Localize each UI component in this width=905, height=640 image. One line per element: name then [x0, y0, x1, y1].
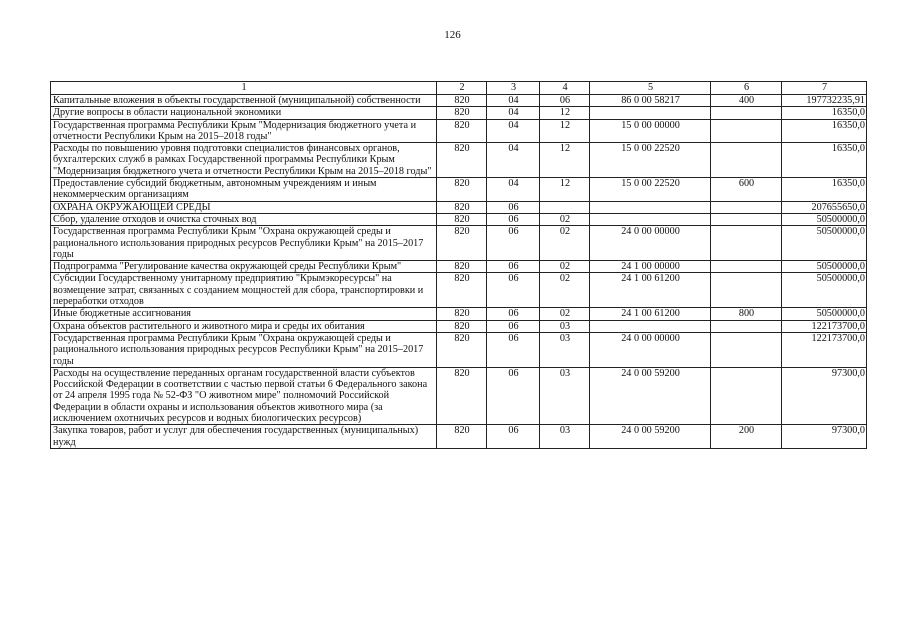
- row-grbs: 820: [437, 261, 487, 273]
- row-section: 06: [487, 213, 540, 225]
- table-row: [51, 143, 867, 178]
- row-grbs: 820: [437, 425, 487, 449]
- page-number: 126: [444, 29, 461, 41]
- table-row: [51, 201, 867, 213]
- row-subsection: 03: [540, 425, 590, 449]
- table-row: [51, 95, 867, 107]
- row-subsection: 02: [540, 261, 590, 273]
- row-target-article: 24 1 00 61200: [590, 308, 711, 320]
- row-amount: 16350,0: [782, 119, 867, 143]
- row-grbs: 820: [437, 332, 487, 367]
- row-section: 06: [487, 273, 540, 308]
- row-amount: 122173700,0: [782, 320, 867, 332]
- row-name: Субсидии Государственному унитарному предприятию "Крымэкоресурсы" на возмещение затрат, связанных с созданием мощностей для сбора, транспортировки и переработки отходов: [51, 273, 437, 308]
- row-target-article: 15 0 00 00000: [590, 119, 711, 143]
- row-section: 06: [487, 226, 540, 261]
- row-name: Другие вопросы в области национальной экономики: [51, 107, 437, 119]
- row-subsection: 06: [540, 95, 590, 107]
- row-section: 04: [487, 95, 540, 107]
- row-section: 06: [487, 261, 540, 273]
- row-expense-type: [711, 119, 782, 143]
- column-header: 3: [487, 82, 540, 95]
- column-header: 6: [711, 82, 782, 95]
- row-amount: 97300,0: [782, 425, 867, 449]
- row-subsection: 02: [540, 213, 590, 225]
- column-header: 2: [437, 82, 487, 95]
- table-row: [51, 308, 867, 320]
- row-expense-type: [711, 143, 782, 178]
- row-expense-type: [711, 332, 782, 367]
- row-grbs: 820: [437, 213, 487, 225]
- row-amount: 122173700,0: [782, 332, 867, 367]
- row-section: 06: [487, 425, 540, 449]
- row-section: 04: [487, 119, 540, 143]
- row-expense-type: [711, 213, 782, 225]
- row-amount: 16350,0: [782, 178, 867, 202]
- row-name: Иные бюджетные ассигнования: [51, 308, 437, 320]
- row-name: Подпрограмма "Регулирование качества окружающей среды Республики Крым": [51, 261, 437, 273]
- table-header-row: [51, 82, 867, 95]
- table-row: [51, 320, 867, 332]
- row-grbs: 820: [437, 95, 487, 107]
- row-grbs: 820: [437, 119, 487, 143]
- row-target-article: 15 0 00 22520: [590, 143, 711, 178]
- row-target-article: [590, 213, 711, 225]
- row-target-article: 86 0 00 58217: [590, 95, 711, 107]
- row-name: Предоставление субсидий бюджетным, автономным учреждениям и иным некоммерческим организациям: [51, 178, 437, 202]
- row-grbs: 820: [437, 143, 487, 178]
- row-section: 06: [487, 201, 540, 213]
- column-header: 1: [51, 82, 437, 95]
- row-grbs: 820: [437, 367, 487, 424]
- row-name: Капитальные вложения в объекты государственной (муниципальной) собственности: [51, 95, 437, 107]
- row-section: 06: [487, 332, 540, 367]
- row-expense-type: [711, 273, 782, 308]
- row-name: Государственная программа Республики Крым "Охрана окружающей среды и рационального использования природных ресурсов Республики Крым" на 2015–2017 годы: [51, 226, 437, 261]
- row-amount: 50500000,0: [782, 261, 867, 273]
- row-target-article: 15 0 00 22520: [590, 178, 711, 202]
- row-subsection: 03: [540, 332, 590, 367]
- row-grbs: 820: [437, 308, 487, 320]
- row-amount: 207655650,0: [782, 201, 867, 213]
- row-subsection: [540, 201, 590, 213]
- row-expense-type: [711, 226, 782, 261]
- table-row: [51, 107, 867, 119]
- row-grbs: 820: [437, 320, 487, 332]
- row-name: Государственная программа Республики Крым "Охрана окружающей среды и рационального использования природных ресурсов Республики Крым" на 2015–2017 годы: [51, 332, 437, 367]
- row-target-article: 24 1 00 00000: [590, 261, 711, 273]
- row-expense-type: [711, 201, 782, 213]
- row-name: Расходы на осуществление переданных органам государственной власти субъектов Российской Федерации в соответствии с частью первой статьи 6 Федерального закона от 24 апреля 1995 года № 52-ФЗ "О животном мире" полномочий Российской Федерации в области охраны и использования объектов животного мира (за исключением охотничьих ресурсов и водных биологических ресурсов): [51, 367, 437, 424]
- row-target-article: [590, 320, 711, 332]
- table-row: [51, 213, 867, 225]
- table-row: [51, 261, 867, 273]
- budget-table: [50, 81, 867, 449]
- row-section: 06: [487, 320, 540, 332]
- row-target-article: 24 0 00 00000: [590, 332, 711, 367]
- table-row: [51, 226, 867, 261]
- row-expense-type: [711, 261, 782, 273]
- row-amount: 50500000,0: [782, 226, 867, 261]
- row-target-article: [590, 201, 711, 213]
- row-amount: 97300,0: [782, 367, 867, 424]
- row-target-article: 24 0 00 59200: [590, 425, 711, 449]
- row-target-article: 24 0 00 59200: [590, 367, 711, 424]
- row-expense-type: [711, 320, 782, 332]
- row-expense-type: [711, 367, 782, 424]
- table-row: [51, 273, 867, 308]
- row-subsection: 12: [540, 107, 590, 119]
- row-section: 04: [487, 107, 540, 119]
- row-amount: 50500000,0: [782, 213, 867, 225]
- row-grbs: 820: [437, 178, 487, 202]
- row-section: 06: [487, 367, 540, 424]
- row-name: Закупка товаров, работ и услуг для обеспечения государственных (муниципальных) нужд: [51, 425, 437, 449]
- row-target-article: 24 1 00 61200: [590, 273, 711, 308]
- row-subsection: 12: [540, 119, 590, 143]
- row-subsection: 02: [540, 273, 590, 308]
- row-expense-type: 400: [711, 95, 782, 107]
- row-name: Расходы по повышению уровня подготовки специалистов финансовых органов, бухгалтерских служб в рамках Государственной программы Республики Крым "Модернизация бюджетного учета и отчетности Республики Крым на 2015–2018 годы": [51, 143, 437, 178]
- row-grbs: 820: [437, 107, 487, 119]
- table-row: [51, 367, 867, 424]
- row-section: 04: [487, 178, 540, 202]
- row-section: 04: [487, 143, 540, 178]
- table-row: [51, 178, 867, 202]
- row-amount: 50500000,0: [782, 273, 867, 308]
- table-row: [51, 332, 867, 367]
- row-section: 06: [487, 308, 540, 320]
- row-expense-type: 600: [711, 178, 782, 202]
- row-expense-type: [711, 107, 782, 119]
- row-expense-type: 800: [711, 308, 782, 320]
- row-subsection: 03: [540, 367, 590, 424]
- row-grbs: 820: [437, 273, 487, 308]
- row-subsection: 02: [540, 226, 590, 261]
- row-amount: 197732235,91: [782, 95, 867, 107]
- row-amount: 50500000,0: [782, 308, 867, 320]
- row-target-article: [590, 107, 711, 119]
- row-target-article: 24 0 00 00000: [590, 226, 711, 261]
- row-name: Охрана объектов растительного и животного мира и среды их обитания: [51, 320, 437, 332]
- row-name: ОХРАНА ОКРУЖАЮЩЕЙ СРЕДЫ: [51, 201, 437, 213]
- table-row: [51, 119, 867, 143]
- row-expense-type: 200: [711, 425, 782, 449]
- table-row: [51, 425, 867, 449]
- row-amount: 16350,0: [782, 143, 867, 178]
- column-header: 5: [590, 82, 711, 95]
- row-subsection: 12: [540, 178, 590, 202]
- row-subsection: 02: [540, 308, 590, 320]
- row-subsection: 12: [540, 143, 590, 178]
- column-header: 4: [540, 82, 590, 95]
- column-header: 7: [782, 82, 867, 95]
- row-name: Государственная программа Республики Крым "Модернизация бюджетного учета и отчетности Республики Крым на 2015–2018 годы": [51, 119, 437, 143]
- row-grbs: 820: [437, 226, 487, 261]
- row-amount: 16350,0: [782, 107, 867, 119]
- row-name: Сбор, удаление отходов и очистка сточных вод: [51, 213, 437, 225]
- row-grbs: 820: [437, 201, 487, 213]
- row-subsection: 03: [540, 320, 590, 332]
